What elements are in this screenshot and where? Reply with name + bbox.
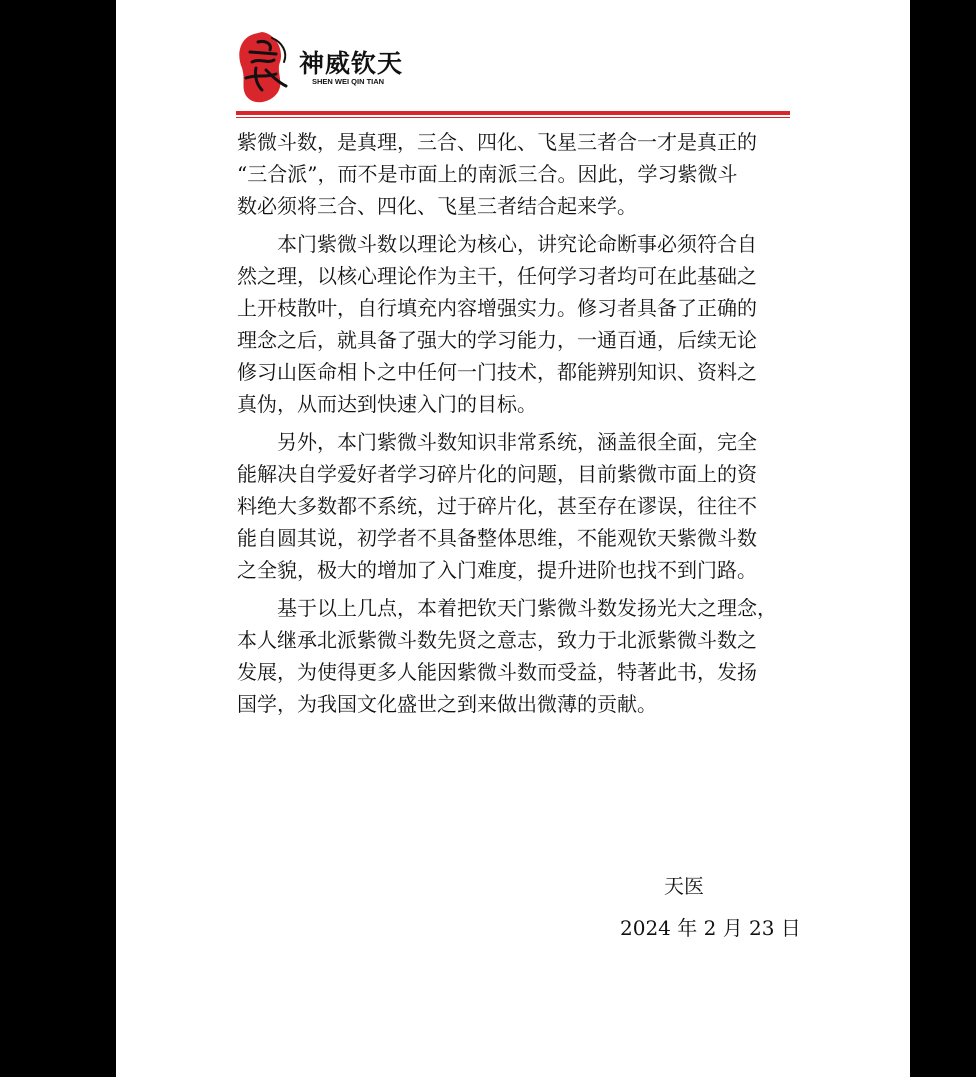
text-line: 能自圆其说，初学者不具备整体思维，不能观钦天紫微斗数: [237, 526, 757, 550]
signature-date: 2024 年 2 月 23 日: [620, 916, 801, 940]
text-line: 然之理，以核心理论作为主干，任何学习者均可在此基础之: [237, 264, 757, 288]
header-logo: [232, 28, 422, 106]
text-line: 国学，为我国文化盛世之到来做出微薄的贡献。: [237, 692, 657, 716]
text-line: 发展，为使得更多人能因紫微斗数而受益，特著此书，发扬: [237, 660, 757, 684]
text-line: 基于以上几点，本着把钦天门紫微斗数发扬光大之理念，: [277, 596, 777, 620]
author-name: 天医: [664, 874, 704, 898]
text-line: 能解决自学爱好者学习碎片化的问题，目前紫微市面上的资: [237, 462, 757, 486]
paragraph-1: [237, 126, 797, 222]
text-line: 修习山医命相卜之中任何一门技术，都能辨别知识、资料之: [237, 360, 757, 384]
text-line: 本人继承北派紫微斗数先贤之意志，致力于北派紫微斗数之: [237, 628, 757, 652]
brush-calligraphy-seal-icon: [232, 28, 296, 106]
paragraph-4: [237, 592, 797, 720]
text-line: “三合派”，而不是市面上的南派三合。因此，学习紫微斗: [237, 162, 738, 186]
text-line: 另外，本门紫微斗数知识非常系统，涵盖很全面，完全: [277, 430, 757, 454]
text-line: 理念之后，就具备了强大的学习能力，一通百通，后续无论: [237, 328, 757, 352]
text-line: 紫微斗数，是真理，三合、四化、飞星三者合一才是真正的: [237, 130, 757, 154]
header-divider-thin: [236, 117, 790, 118]
header-divider-thick: [236, 111, 790, 115]
text-line: 数必须将三合、四化、飞星三者结合起来学。: [237, 194, 637, 218]
logo-title: 神威钦天: [299, 49, 404, 78]
text-line: 料绝大多数都不系统，过于碎片化，甚至存在谬误，往往不: [237, 494, 757, 518]
body-text: [237, 126, 797, 720]
paragraph-3: [237, 426, 797, 586]
text-line: 之全貌，极大的增加了入门难度，提升进阶也找不到门路。: [237, 558, 757, 582]
paragraph-2: [237, 228, 797, 420]
text-line: 本门紫微斗数以理论为核心，讲究论命断事必须符合自: [277, 232, 757, 256]
text-line: 真伪，从而达到快速入门的目标。: [237, 392, 537, 416]
logo-subtitle: SHEN WEI QIN TIAN: [312, 77, 385, 86]
text-line: 上开枝散叶，自行填充内容增强实力。修习者具备了正确的: [237, 296, 757, 320]
